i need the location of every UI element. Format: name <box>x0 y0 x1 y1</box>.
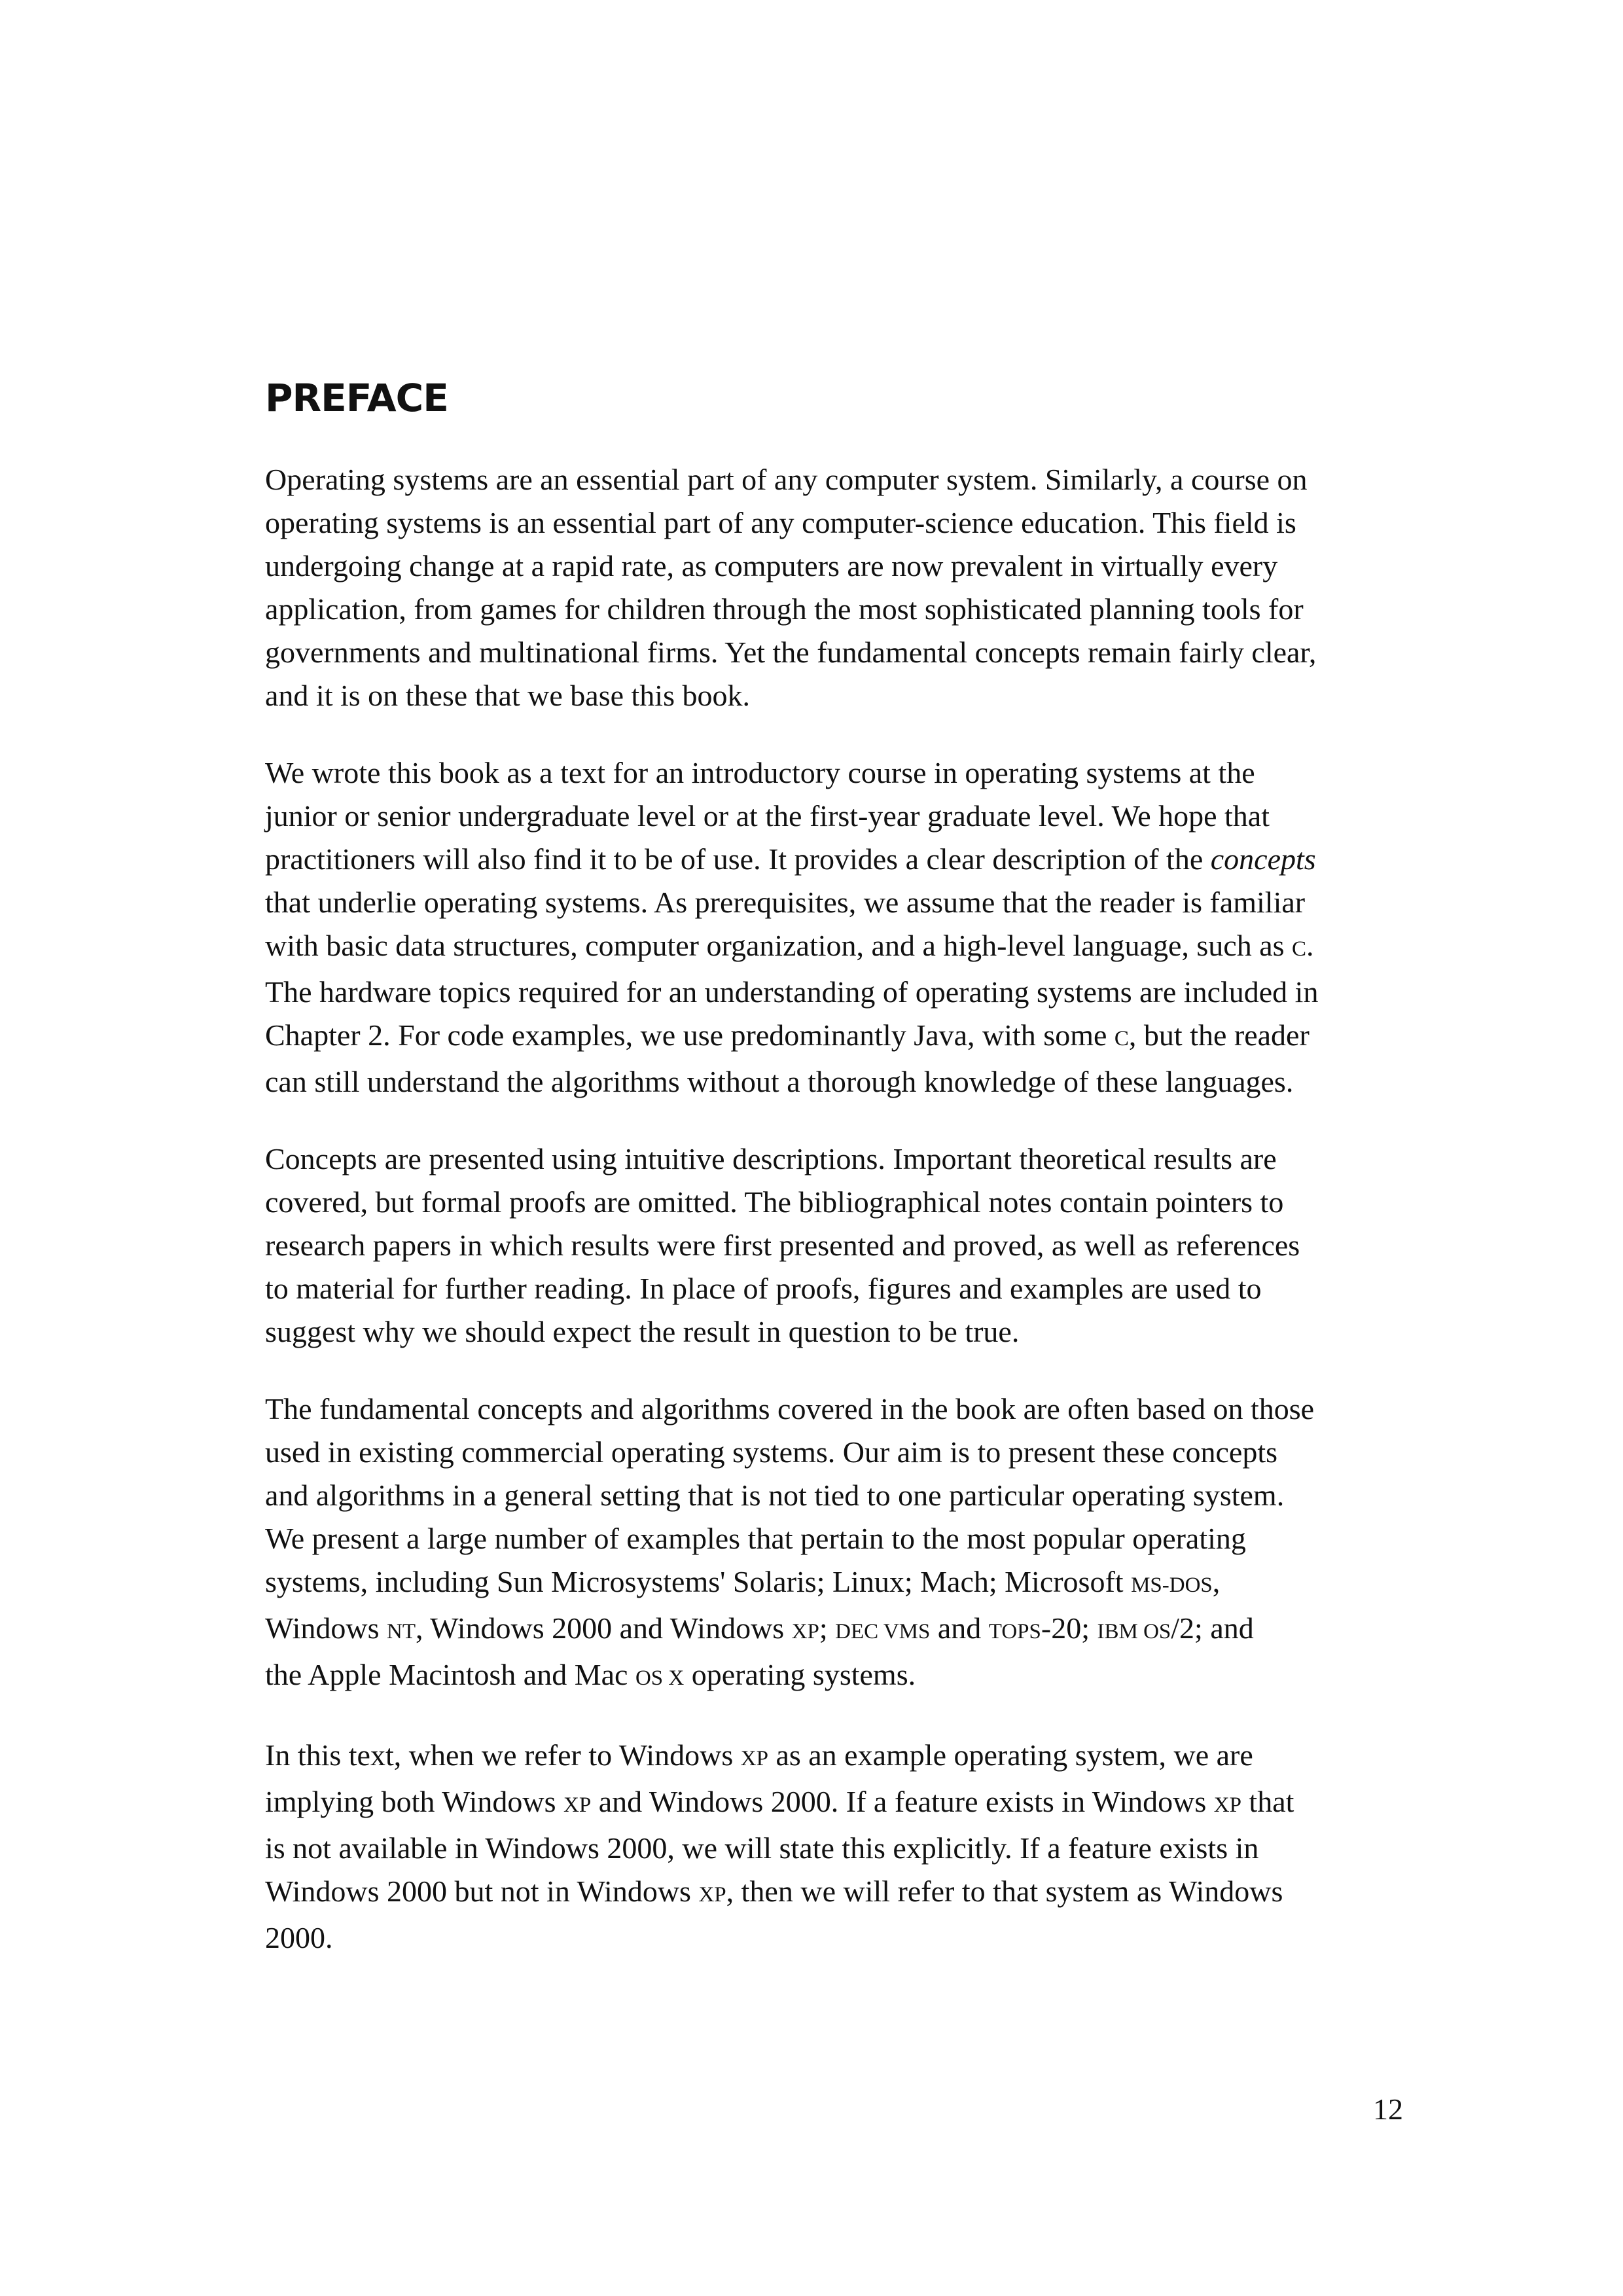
text-line: We wrote this book as a text for an introductory course in operating systems at the <box>265 756 1255 789</box>
text-run: operating systems. <box>684 1658 916 1691</box>
text-run: systems, including Sun Microsystems' Solaris; Linux; Mach; Microsoft <box>265 1565 1132 1598</box>
text-run: with basic data structures, computer organization, and a high-level language, such as <box>265 929 1293 962</box>
text-line: and algorithms in a general setting that is not tied to one particular operating system. <box>265 1479 1285 1512</box>
small-caps-term: C <box>1114 1027 1129 1050</box>
paragraph-1 <box>265 458 1404 717</box>
text-line <box>265 838 1404 881</box>
text-run: and <box>930 1611 989 1645</box>
text-line: governments and multinational firms. Yet the fundamental concepts remain fairly clear, <box>265 636 1317 669</box>
text-line <box>265 1607 1404 1653</box>
text-run: as an example operating system, we are <box>768 1738 1253 1772</box>
text-run: In this text, when we refer to Windows <box>265 1738 741 1772</box>
small-caps-term: NT <box>386 1620 416 1643</box>
text-line: research papers in which results were first presented and proved, as well as references <box>265 1229 1300 1262</box>
text-run: Windows 2000 but not in Windows <box>265 1874 699 1908</box>
text-line <box>265 1734 1404 1780</box>
text-line: operating systems is an essential part of any computer-science education. This field is <box>265 506 1296 539</box>
small-caps-term: XP <box>740 1747 768 1770</box>
text-run: Windows <box>265 1611 387 1645</box>
text-run: /2; and <box>1171 1611 1254 1645</box>
text-run: the Apple Macintosh and Mac <box>265 1658 635 1691</box>
paragraph-3 <box>265 1138 1404 1354</box>
page-title: PREFACE <box>265 376 448 420</box>
text-line: junior or senior undergraduate level or at the first-year graduate level. We hope that <box>265 799 1270 833</box>
text-line: covered, but formal proofs are omitted. The bibliographical notes contain pointers to <box>265 1185 1284 1219</box>
text-run: that <box>1241 1785 1294 1818</box>
text-line: The fundamental concepts and algorithms covered in the book are often based on those <box>265 1392 1315 1426</box>
text-line: to material for further reading. In place of proofs, figures and examples are used to <box>265 1272 1262 1305</box>
text-run: Chapter 2. For code examples, we use predominantly Java, with some <box>265 1018 1115 1052</box>
text-line: 2000. <box>265 1921 333 1954</box>
text-line <box>265 1560 1404 1607</box>
text-line: can still understand the algorithms without a thorough knowledge of these languages. <box>265 1065 1294 1098</box>
page-number: 12 <box>1373 2092 1403 2126</box>
small-caps-term: DEC VMS <box>835 1620 931 1643</box>
text-run: , but the reader <box>1128 1018 1310 1052</box>
small-caps-term: XP <box>1213 1793 1241 1817</box>
text-line <box>265 1653 1404 1700</box>
paragraph-4 <box>265 1388 1404 1700</box>
text-line: that underlie operating systems. As prerequisites, we assume that the reader is familiar <box>265 886 1306 919</box>
text-run: -20; <box>1041 1611 1097 1645</box>
text-line: is not available in Windows 2000, we will state this explicitly. If a feature exists in <box>265 1831 1259 1865</box>
text-line: Concepts are presented using intuitive descriptions. Important theoretical results are <box>265 1142 1277 1175</box>
text-line: used in existing commercial operating systems. Our aim is to present these concepts <box>265 1435 1278 1469</box>
text-run: , Windows 2000 and Windows <box>415 1611 792 1645</box>
text-run: and Windows 2000. If a feature exists in Windows <box>591 1785 1214 1818</box>
text-line: We present a large number of examples that pertain to the most popular operating <box>265 1522 1246 1555</box>
small-caps-term: TOPS <box>988 1620 1041 1643</box>
text-line: suggest why we should expect the result in question to be true. <box>265 1315 1020 1348</box>
text-line <box>265 1780 1404 1827</box>
text-line: application, from games for children through the most sophisticated planning tools for <box>265 592 1304 626</box>
text-line <box>265 1014 1404 1060</box>
small-caps-term: XP <box>563 1793 592 1817</box>
text-line <box>265 1870 1404 1916</box>
small-caps-term: IBM OS <box>1097 1620 1171 1643</box>
text-line: Operating systems are an essential part of any computer system. Similarly, a course on <box>265 463 1308 496</box>
paragraph-2 <box>265 751 1404 1103</box>
text-run: practitioners will also find it to be of use. It provides a clear description of the <box>265 842 1211 876</box>
text-run: , then we will refer to that system as Windows <box>726 1874 1283 1908</box>
text-run: ; <box>819 1611 836 1645</box>
small-caps-term: MS-DOS <box>1131 1573 1213 1597</box>
text-run: , <box>1212 1565 1221 1598</box>
text-run: . <box>1306 929 1314 962</box>
small-caps-term: XP <box>791 1620 819 1643</box>
emphasized-term: concepts <box>1210 842 1316 876</box>
text-line: undergoing change at a rapid rate, as computers are now prevalent in virtually every <box>265 549 1278 583</box>
text-line <box>265 924 1404 971</box>
preface-body <box>265 458 1404 1994</box>
small-caps-term: XP <box>698 1883 726 1907</box>
small-caps-term: C <box>1292 937 1307 961</box>
text-line: The hardware topics required for an understanding of operating systems are included in <box>265 975 1319 1009</box>
text-run: implying both Windows <box>265 1785 564 1818</box>
paragraph-5 <box>265 1734 1404 1960</box>
text-line: and it is on these that we base this book. <box>265 679 750 712</box>
small-caps-term: OS X <box>635 1666 685 1690</box>
